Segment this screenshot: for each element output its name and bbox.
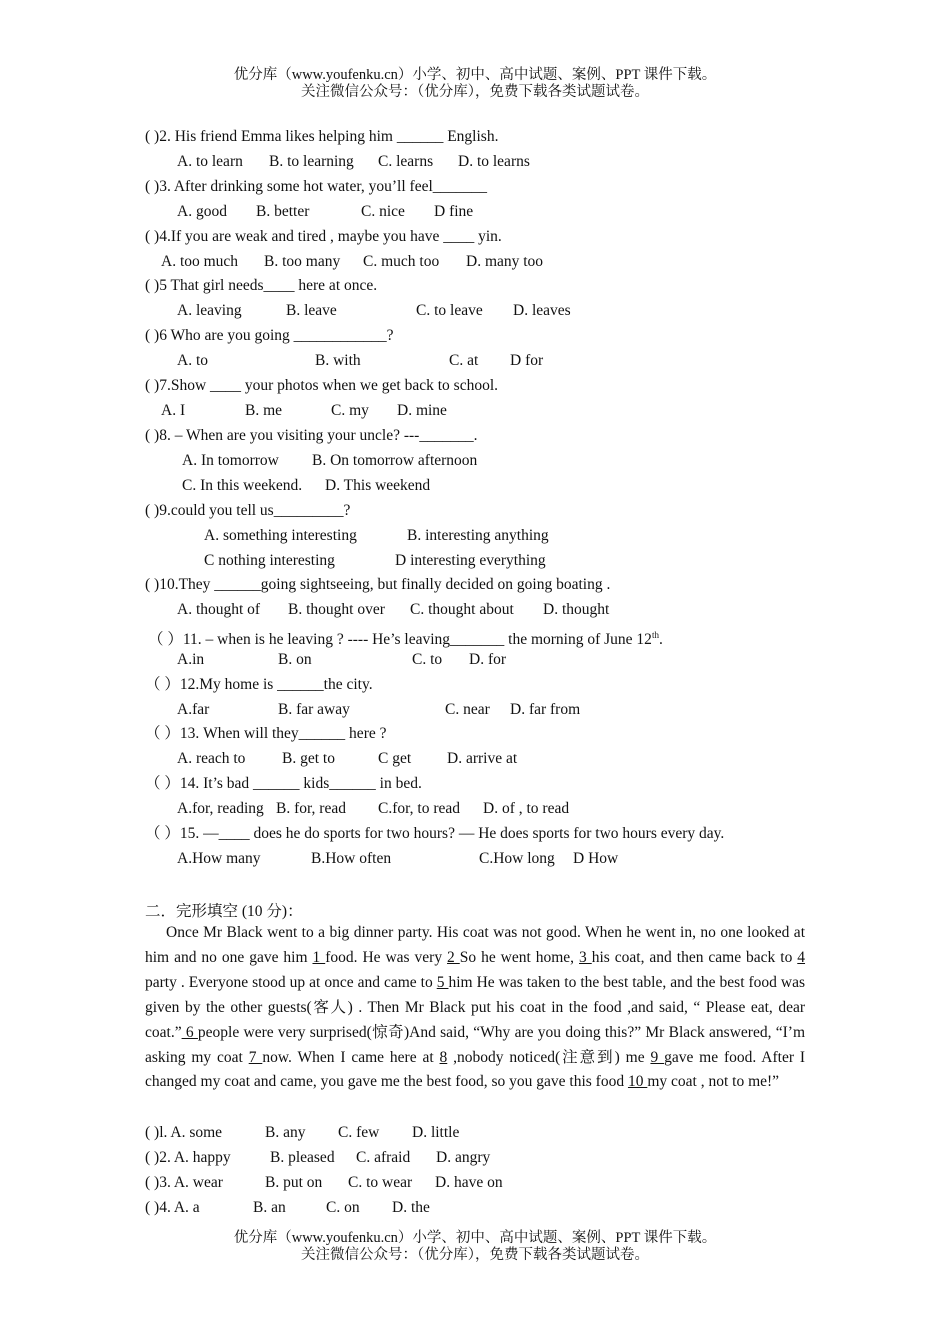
option-d: D How [573, 850, 619, 867]
option-a: A. leaving [177, 302, 242, 319]
cloze-item-1: ( )l. A. some [145, 1124, 223, 1141]
option-c: C. few [338, 1124, 380, 1141]
page-footer [0, 1230, 950, 1264]
option-d: D. to learns [458, 153, 530, 170]
question-9: ( )9.could you tell us_________? [145, 502, 351, 519]
header-line-2: 关注微信公众号：（优分库），免费下载各类试题试卷。 [301, 84, 649, 100]
option-b: B. On tomorrow afternoon [312, 452, 478, 469]
question-5: ( )5 That girl needs____ here at once. [145, 277, 378, 294]
blank: 2 [447, 948, 460, 966]
passage-text: ,nobody noticed(注意到) me [447, 1048, 651, 1066]
option-c: C. afraid [356, 1149, 411, 1166]
option-c: C. nice [361, 203, 405, 220]
option-b: B. with [315, 352, 361, 369]
option-c: C. to [412, 651, 443, 668]
option-c: C. near [445, 701, 490, 718]
passage-text: food. He was very [325, 948, 448, 966]
option-d: D. many too [466, 253, 544, 270]
option-c: C. much too [363, 253, 440, 270]
option-c: C. at [449, 352, 479, 369]
option-b: B. get to [282, 750, 335, 767]
option-b: B. far away [278, 701, 350, 718]
blank: 1 [312, 948, 326, 966]
option-d: D. of , to read [483, 800, 570, 817]
option-c: C. In this weekend. [182, 477, 303, 494]
option-b: B. for, read [276, 800, 346, 817]
question-11-tail: . [658, 631, 663, 649]
question-4: ( )4.If you are weak and tired , maybe you have ____ yin. [145, 228, 502, 245]
option-d: D. have on [435, 1174, 503, 1191]
option-d: D. far from [510, 701, 581, 718]
blank: 10 [627, 1073, 648, 1091]
question-7: ( )7.Show ____ your photos when we get back to school. [145, 377, 499, 394]
option-b: B. on [278, 651, 312, 668]
option-b: B. any [265, 1124, 306, 1141]
cloze-item-4: ( )4. A. a [145, 1199, 200, 1216]
option-c: C nothing interesting [204, 552, 335, 569]
option-b: B. leave [286, 302, 337, 319]
option-d: D. This weekend [325, 477, 431, 494]
passage-text: Once Mr Black went to a big dinner party. His coat was not good. When he went in, no one looked at him and no one gave him [145, 924, 805, 966]
option-c: C. to leave [416, 302, 483, 319]
option-b: B. thought over [288, 601, 385, 618]
footer-line-1: 优分库（www.youfenku.cn）小学、初中、高中试题、案例、PPT 课件下载。 [233, 1230, 717, 1246]
passage-text: him He was taken to the best table, and the best food was given by the other guests(客人) . Then Mr Black put his coat in the food ,and said, “ Please eat, dear coat.” [145, 973, 806, 1041]
question-2: ( )2. His friend Emma likes helping him ______ English. [145, 128, 499, 145]
option-a: A. to learn [177, 153, 243, 170]
option-c: C get [378, 750, 412, 767]
cloze-passage [145, 921, 805, 1095]
option-a: A.in [177, 651, 205, 668]
blank: 6 [181, 1023, 198, 1041]
blank: 5 [436, 973, 449, 991]
option-a: A. I [161, 402, 186, 419]
option-c: C. to wear [348, 1174, 413, 1191]
blank: 8 [439, 1048, 448, 1066]
option-c: C. my [331, 402, 369, 419]
option-d: D. thought [543, 601, 610, 618]
option-b: B. better [256, 203, 310, 220]
passage-text: now. When I came here at [262, 1048, 440, 1066]
option-d: D interesting everything [395, 552, 546, 569]
passage-text: my coat , not to me!” [647, 1073, 780, 1091]
option-d: D. the [392, 1199, 430, 1216]
option-b: B. an [253, 1199, 286, 1216]
question-3: ( )3. After drinking some hot water, you’ll feel_______ [145, 178, 488, 195]
option-a: A. reach to [177, 750, 246, 767]
option-a: A. something interesting [204, 527, 357, 544]
option-a: A.for, reading [177, 800, 264, 817]
passage-text: his coat, and then came back to [591, 948, 798, 966]
question-11-text: （ ）11. – when is he leaving ? ---- He’s leaving_______ the morning of June 12 [148, 631, 652, 649]
option-d: D fine [434, 203, 474, 220]
question-15: （ ）15. —____ does he do sports for two hours? — He does sports for two hours every day. [145, 825, 725, 842]
option-d: D. for [469, 651, 507, 668]
header-line-1: 优分库（www.youfenku.cn）小学、初中、高中试题、案例、PPT 课件下载。 [233, 67, 717, 83]
option-b: B. interesting anything [407, 527, 549, 544]
question-12: （ ）12.My home is ______the city. [145, 676, 373, 693]
option-b: B. pleased [270, 1149, 335, 1166]
passage-text: So he went home, [459, 948, 580, 966]
option-d: D. arrive at [447, 750, 518, 767]
option-c: C. thought about [410, 601, 514, 618]
ordinal-suffix: th [651, 630, 659, 640]
cloze-item-3: ( )3. A. wear [145, 1174, 223, 1191]
option-a: A. too much [161, 253, 239, 270]
option-a: A. In tomorrow [182, 452, 279, 469]
option-b: B. to learning [269, 153, 354, 170]
option-a: A. good [177, 203, 227, 220]
section-2-title: 二．完形填空 (10 分)： [145, 903, 303, 920]
footer-line-2: 关注微信公众号：（优分库），免费下载各类试题试卷。 [301, 1247, 649, 1263]
question-10: ( )10.They ______going sightseeing, but finally decided on going boating . [145, 576, 611, 593]
option-b: B. too many [264, 253, 341, 270]
blank: 3 [579, 948, 592, 966]
cloze-item-2: ( )2. A. happy [145, 1149, 231, 1166]
passage-text: gave me food. After I changed my coat and came, you gave me the best food, so you gave this food [145, 1048, 806, 1091]
question-6: ( )6 Who are you going ____________? [145, 327, 394, 344]
option-d: D. leaves [513, 302, 571, 319]
option-c: C.How long [479, 850, 555, 867]
option-a: A. thought of [177, 601, 261, 618]
passage-text: people were very surprised(惊奇)And said, “Why are you doing this?” Mr Black answered, “I’m asking my coat [145, 1023, 806, 1066]
option-b: B.How often [311, 850, 392, 867]
blank: 4 [797, 948, 806, 966]
option-a: A. to [177, 352, 208, 369]
option-c: C. on [326, 1199, 360, 1216]
option-b: B. me [245, 402, 283, 419]
question-14: （ ）14. It’s bad ______ kids______ in bed. [145, 775, 422, 792]
blank: 7 [248, 1048, 263, 1066]
option-d: D. mine [397, 402, 447, 419]
option-a: A.far [177, 701, 210, 718]
question-11 [148, 626, 663, 649]
option-a: A.How many [177, 850, 261, 867]
option-c: C. learns [378, 153, 434, 170]
option-b: B. put on [265, 1174, 323, 1191]
page-header [0, 67, 950, 101]
option-d: D. little [412, 1124, 460, 1141]
question-8: ( )8. – When are you visiting your uncle? ---_______. [145, 427, 478, 444]
option-d: D. angry [436, 1149, 491, 1166]
passage-text: party . Everyone stood up at once and came to [145, 973, 437, 991]
option-c: C.for, to read [378, 800, 461, 817]
question-13: （ ）13. When will they______ here ? [145, 725, 387, 742]
option-d: D for [510, 352, 544, 369]
blank: 9 [650, 1048, 665, 1066]
